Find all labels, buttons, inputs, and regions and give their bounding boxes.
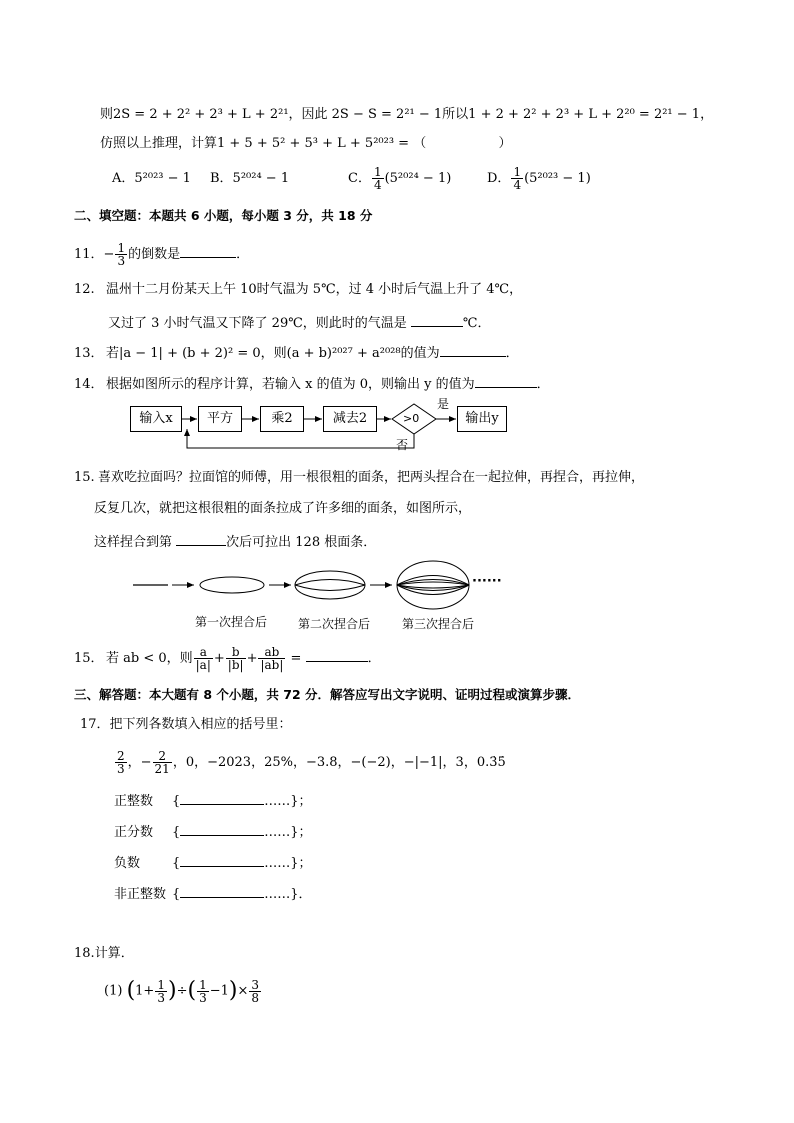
q18-text: 计算． bbox=[94, 946, 134, 961]
q13 bbox=[74, 342, 519, 363]
q12-unit: ℃． bbox=[462, 316, 491, 331]
q15a-answer-blank[interactable] bbox=[176, 531, 226, 546]
q15b-equals: = bbox=[290, 651, 302, 666]
q14-flowchart bbox=[120, 398, 520, 458]
q17-cat3-blank[interactable] bbox=[180, 852, 264, 867]
flow-connectors bbox=[120, 398, 520, 458]
noodle-caption-2: 第二次捏合后 bbox=[298, 617, 371, 631]
q17-cat1-label: 正整数 bbox=[114, 794, 154, 809]
noodle-dots: ······ bbox=[472, 574, 502, 589]
flow-yes-label: 是 bbox=[437, 397, 450, 411]
q15a-line3 bbox=[94, 531, 376, 552]
q11-answer-blank[interactable] bbox=[180, 243, 236, 258]
q18-part1-label: (1) bbox=[104, 983, 123, 999]
q13-text: 若|a − 1| + (b + 2)² = 0，则(a + b)²⁰²⁷ + a²⁰²⁸的值为 bbox=[106, 346, 440, 361]
flow-condition-label: >0 bbox=[403, 412, 420, 425]
flow-output-box: 输出y bbox=[457, 406, 507, 432]
flow-no-label: 否 bbox=[396, 438, 409, 452]
q17-fraction-2-21: $\frac{2}{21}$ bbox=[154, 749, 170, 776]
q17-cat2-blank[interactable] bbox=[180, 821, 264, 836]
q12-line1-text: 温州十二月份某天上午 10时气温为 5℃，过 4 小时后气温上升了 4℃， bbox=[106, 282, 523, 297]
q17-cat3-tail: ……}； bbox=[264, 856, 312, 871]
q11-fraction: $\frac{1}{3}$ bbox=[117, 241, 126, 268]
q10-option-c-label: C． bbox=[348, 171, 371, 186]
section-2-title: 二、填空题：本题共 6 小题，每小题 3 分，共 18 分 bbox=[74, 208, 373, 223]
q18-fraction-a: $\frac{1}{3}$ bbox=[157, 977, 165, 1005]
q10-option-d bbox=[487, 162, 591, 196]
q17-category-non-positive-integer: 非正整数 { ……}． bbox=[114, 883, 312, 904]
q15a-line3-b: 次后可拉出 128 根面条． bbox=[226, 535, 377, 550]
q15b-fraction-ab: $\frac{ab}{|ab|}$ bbox=[260, 645, 284, 672]
noodle-drawing bbox=[130, 560, 510, 620]
q12-line2-text: 又过了 3 小时气温又下降了 29℃，则此时的气温是 bbox=[108, 316, 407, 331]
q10-option-d-fraction: $\frac{1}{4}$ bbox=[513, 165, 522, 192]
q13-number: 13． bbox=[74, 346, 104, 361]
noodle-diagram bbox=[130, 560, 510, 640]
q15a-line3-a: 这样捏合到第 bbox=[94, 535, 173, 550]
q10-option-a: A．5²⁰²³ − 1 bbox=[112, 171, 191, 186]
noodle-caption-3: 第三次捏合后 bbox=[402, 617, 475, 631]
q12-answer-blank[interactable] bbox=[411, 312, 463, 327]
q10-option-c bbox=[348, 162, 451, 196]
q18-part1: (1) (1+ $\frac{1}{3}$ )÷( $\frac{1}{3}$ −1)× $\frac{3}{8}$ bbox=[104, 977, 260, 1005]
q17-fraction-2-3: $\frac{2}{3}$ bbox=[117, 749, 125, 776]
flow-square-box: 平方 bbox=[198, 406, 242, 432]
q17-cat1-tail: ……}； bbox=[264, 794, 312, 809]
q17-category-negative: 负数 { ……}； bbox=[114, 852, 312, 873]
flow-input-box: 输入x bbox=[130, 406, 182, 432]
q15b: 15． 若 ab < 0，则 $\frac{a}{|a|}$ + $\frac{b}{|b|}$ + $\frac{ab}{|ab|}$ = ． bbox=[74, 640, 381, 678]
q15b-end: ． bbox=[367, 651, 381, 666]
q10-line1: 则2S = 2 + 2² + 2³ + L + 2²¹，因此 2S − S = 2²¹ − 1所以1 + 2 + 2² + 2³ + L + 2²⁰ = 2²¹ − 1， bbox=[100, 107, 714, 122]
q17-cat3-label: 负数 bbox=[114, 856, 141, 871]
q11-text: 的倒数是 bbox=[128, 247, 181, 262]
q15b-fraction-b: $\frac{b}{|b|}$ bbox=[227, 645, 244, 672]
q15a-line2: 反复几次，就把这根很粗的面条拉成了许多细的面条，如图所示， bbox=[94, 501, 472, 516]
q10-option-d-label: D． bbox=[487, 171, 511, 186]
q14-answer-blank[interactable] bbox=[475, 373, 537, 388]
q11-number: 11． bbox=[74, 247, 104, 262]
q13-end: ． bbox=[505, 346, 519, 361]
flow-subtract-box: 减去2 bbox=[323, 406, 377, 432]
q10-option-c-fraction: $\frac{1}{4}$ bbox=[373, 165, 382, 192]
q10-line2-text: 仿照以上推理，计算1 + 5 + 5² + 5³ + L + 5²⁰²³ = （ bbox=[100, 136, 427, 151]
q10-option-c-expr: (5²⁰²⁴ − 1) bbox=[384, 171, 452, 186]
q17-rest: ，0，−2023，25%，−3.8，−(−2)，−|−1|，3，0.3̇5̇ bbox=[172, 755, 506, 770]
q10-option-d-expr: (5²⁰²³ − 1) bbox=[524, 171, 591, 186]
q17-cat2-label: 正分数 bbox=[114, 825, 154, 840]
noodle-caption-1: 第一次捏合后 bbox=[195, 615, 268, 629]
q15b-number: 15． bbox=[74, 651, 104, 666]
q15b-answer-blank[interactable] bbox=[306, 647, 368, 662]
q17-numbers bbox=[114, 744, 506, 782]
q17-category-positive-fraction: 正分数 { ……}； bbox=[114, 821, 312, 842]
q17-cat4-label: 非正整数 bbox=[114, 887, 167, 902]
q18-title bbox=[74, 945, 134, 963]
q11-end: ． bbox=[236, 247, 250, 262]
q17-cat4-blank[interactable] bbox=[180, 883, 264, 898]
q12-line2 bbox=[108, 312, 490, 333]
q18-fraction-b: $\frac{1}{3}$ bbox=[199, 977, 207, 1005]
q15b-fraction-a: $\frac{a}{|a|}$ bbox=[195, 645, 211, 672]
q17-separator: ，− bbox=[127, 755, 152, 770]
q10-line2 bbox=[100, 135, 512, 153]
q14-text: 根据如图所示的程序计算，若输入 x 的值为 0，则输出 y 的值为 bbox=[106, 377, 475, 392]
q12-line1 bbox=[74, 281, 522, 299]
q11-minus: − bbox=[103, 247, 115, 262]
q14 bbox=[74, 373, 550, 394]
q10-line2-end: ） bbox=[498, 136, 512, 151]
q12-number: 12. bbox=[74, 282, 95, 297]
q17-cat1-blank[interactable] bbox=[180, 790, 264, 805]
q17-category-positive-integer: 正整数 { ……}； bbox=[114, 790, 312, 811]
q17-number: 17． bbox=[80, 717, 110, 732]
q15a-number: 15. bbox=[74, 470, 95, 485]
q17-title bbox=[80, 716, 292, 734]
q17-cat4-tail: ……}． bbox=[264, 887, 312, 902]
q15b-text: 若 ab < 0，则 bbox=[106, 651, 193, 666]
q10-option-b: B．5²⁰²⁴ − 1 bbox=[210, 171, 290, 186]
q17-cat2-tail: ……}； bbox=[264, 825, 312, 840]
q18-number: 18. bbox=[74, 946, 95, 961]
q14-number: 14． bbox=[74, 377, 104, 392]
q11 bbox=[74, 238, 249, 272]
q14-end: ． bbox=[536, 377, 550, 392]
q15a-line1-text: 喜欢吃拉面吗？拉面馆的师傅，用一根很粗的面条，把两头捏合在一起拉伸，再捏合，再拉伸， bbox=[98, 470, 645, 485]
q13-answer-blank[interactable] bbox=[440, 342, 506, 357]
flow-multiply-box: 乘2 bbox=[260, 406, 304, 432]
q18-fraction-c: $\frac{3}{8}$ bbox=[251, 977, 260, 1005]
q15a-line1 bbox=[74, 469, 644, 487]
q17-text: 把下列各数填入相应的括号里： bbox=[109, 717, 292, 732]
section-3-title: 三、解答题：本大题有 8 个小题，共 72 分．解答应写出文字说明、证明过程或演算步骤． bbox=[74, 687, 581, 702]
